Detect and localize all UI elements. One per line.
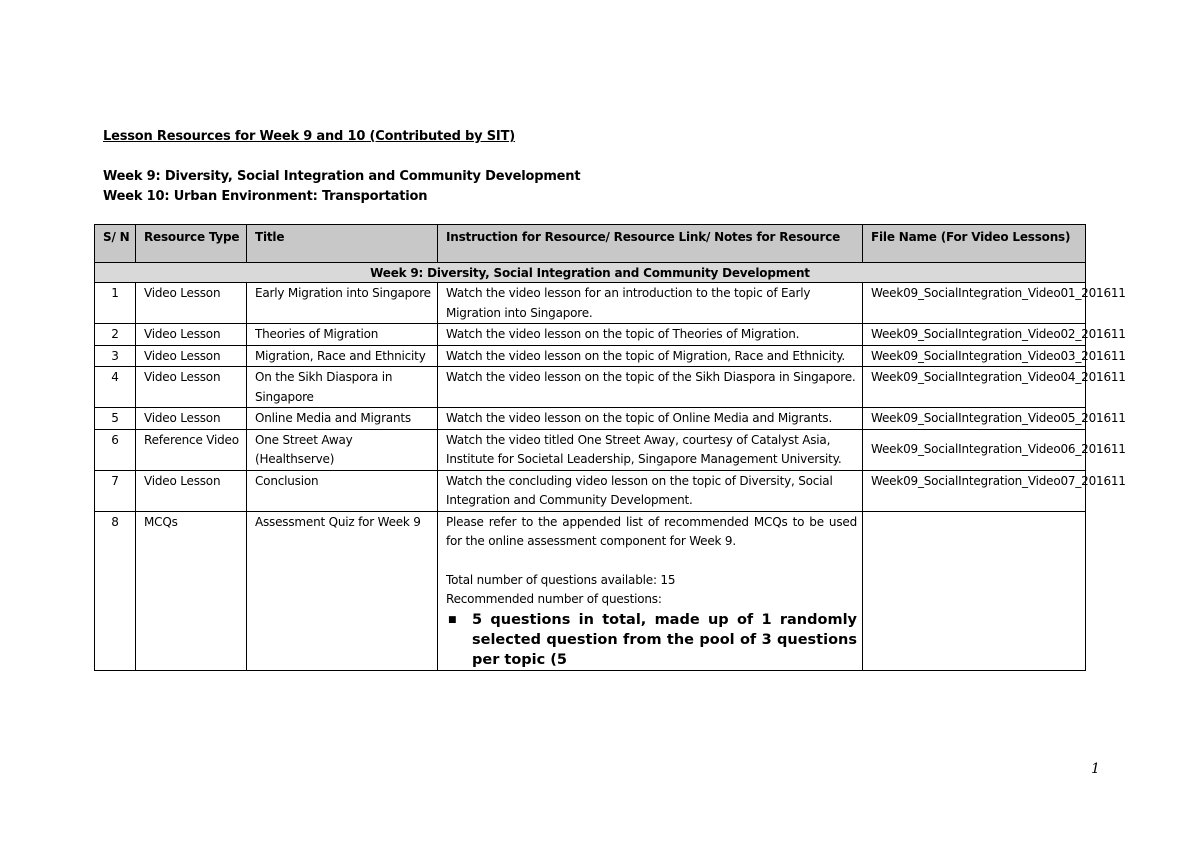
row-file-name: Week09_SocialIntegration_Video07_201611 [863, 470, 1086, 511]
row-title: On the Sikh Diaspora in Singapore [247, 367, 438, 408]
row-sn: 7 [95, 470, 136, 511]
table-row [95, 429, 1086, 470]
header-title: Title [247, 225, 438, 263]
row-sn: 6 [95, 429, 136, 470]
mcq-recommended-label: Recommended number of questions: [446, 592, 662, 606]
row-sn: 1 [95, 283, 136, 324]
mcq-intro: Please refer to the appended list of recommended MCQs to be used for the online assessment component for Week 9. [446, 514, 857, 548]
mcq-bullet-list [446, 610, 857, 670]
row-instruction [438, 511, 863, 670]
row-sn: 4 [95, 367, 136, 408]
row-file-name: Week09_SocialIntegration_Video03_201611 [863, 345, 1086, 367]
row-title: Migration, Race and Ethnicity [247, 345, 438, 367]
row-type: MCQs [136, 511, 247, 670]
week9-heading: Week 9: Diversity, Social Integration and Community Development [103, 169, 581, 184]
row-type: Video Lesson [136, 470, 247, 511]
table-header-row [95, 225, 1086, 263]
row-sn: 8 [95, 511, 136, 670]
row-instruction: Watch the video lesson for an introduction to the topic of Early Migration into Singapore. [438, 283, 863, 324]
mcq-total-questions: Total number of questions available: 15 [446, 572, 676, 587]
row-type: Reference Video [136, 429, 247, 470]
square-bullet-icon: ■ [448, 614, 457, 625]
row-file-name: Week09_SocialIntegration_Video05_201611 [863, 408, 1086, 430]
row-instruction: Watch the video titled One Street Away, courtesy of Catalyst Asia, Institute for Societal Leadership, Singapore Management University. [438, 429, 863, 470]
row-sn: 2 [95, 324, 136, 346]
row-type: Video Lesson [136, 367, 247, 408]
row-instruction: Watch the video lesson on the topic of Theories of Migration. [438, 324, 863, 346]
row-file-name: Week09_SocialIntegration_Video01_201611 [863, 283, 1086, 324]
page-number: 1 [1091, 761, 1100, 777]
table-row [95, 408, 1086, 430]
bullet-text: 5 questions in total, made up of 1 randomly selected question from the pool of 3 questions per topic (5 [472, 611, 857, 668]
spacer [446, 552, 857, 571]
list-item [446, 610, 857, 670]
section-title: Week 9: Diversity, Social Integration and Community Development [95, 263, 1086, 283]
row-title: Early Migration into Singapore [247, 283, 438, 324]
row-sn: 5 [95, 408, 136, 430]
row-title: Online Media and Migrants [247, 408, 438, 430]
resources-table [94, 224, 1126, 671]
header-resource-type: Resource Type [136, 225, 247, 263]
row-type: Video Lesson [136, 283, 247, 324]
row-instruction: Watch the video lesson on the topic of Online Media and Migrants. [438, 408, 863, 430]
row-instruction: Watch the concluding video lesson on the topic of Diversity, Social Integration and Community Development. [438, 470, 863, 511]
document-title: Lesson Resources for Week 9 and 10 (Contributed by SIT) [103, 129, 515, 144]
row-type: Video Lesson [136, 345, 247, 367]
row-file-name: Week09_SocialIntegration_Video06_201611 [863, 429, 1086, 470]
table-row [95, 470, 1086, 511]
header-sn: S/ N [95, 225, 136, 263]
table-row [95, 345, 1086, 367]
table-row [95, 367, 1086, 408]
header-file-name: File Name (For Video Lessons) [863, 225, 1086, 263]
week10-heading: Week 10: Urban Environment: Transportation [103, 189, 428, 204]
row-file-name: Week09_SocialIntegration_Video04_201611 [863, 367, 1086, 408]
row-sn: 3 [95, 345, 136, 367]
row-title: Conclusion [247, 470, 438, 511]
row-title: Assessment Quiz for Week 9 [247, 511, 438, 670]
row-file-name: Week09_SocialIntegration_Video02_201611 [863, 324, 1086, 346]
header-instruction: Instruction for Resource/ Resource Link/ Notes for Resource [438, 225, 863, 263]
table-row [95, 324, 1086, 346]
row-type: Video Lesson [136, 324, 247, 346]
row-file-name [863, 511, 1086, 670]
row-instruction: Watch the video lesson on the topic of the Sikh Diaspora in Singapore. [438, 367, 863, 408]
row-title: Theories of Migration [247, 324, 438, 346]
row-title: One Street Away (Healthserve) [247, 429, 438, 470]
row-instruction: Watch the video lesson on the topic of Migration, Race and Ethnicity. [438, 345, 863, 367]
row-type: Video Lesson [136, 408, 247, 430]
table-row [95, 283, 1086, 324]
section-row [95, 263, 1086, 283]
table-row-mcq [95, 511, 1086, 670]
